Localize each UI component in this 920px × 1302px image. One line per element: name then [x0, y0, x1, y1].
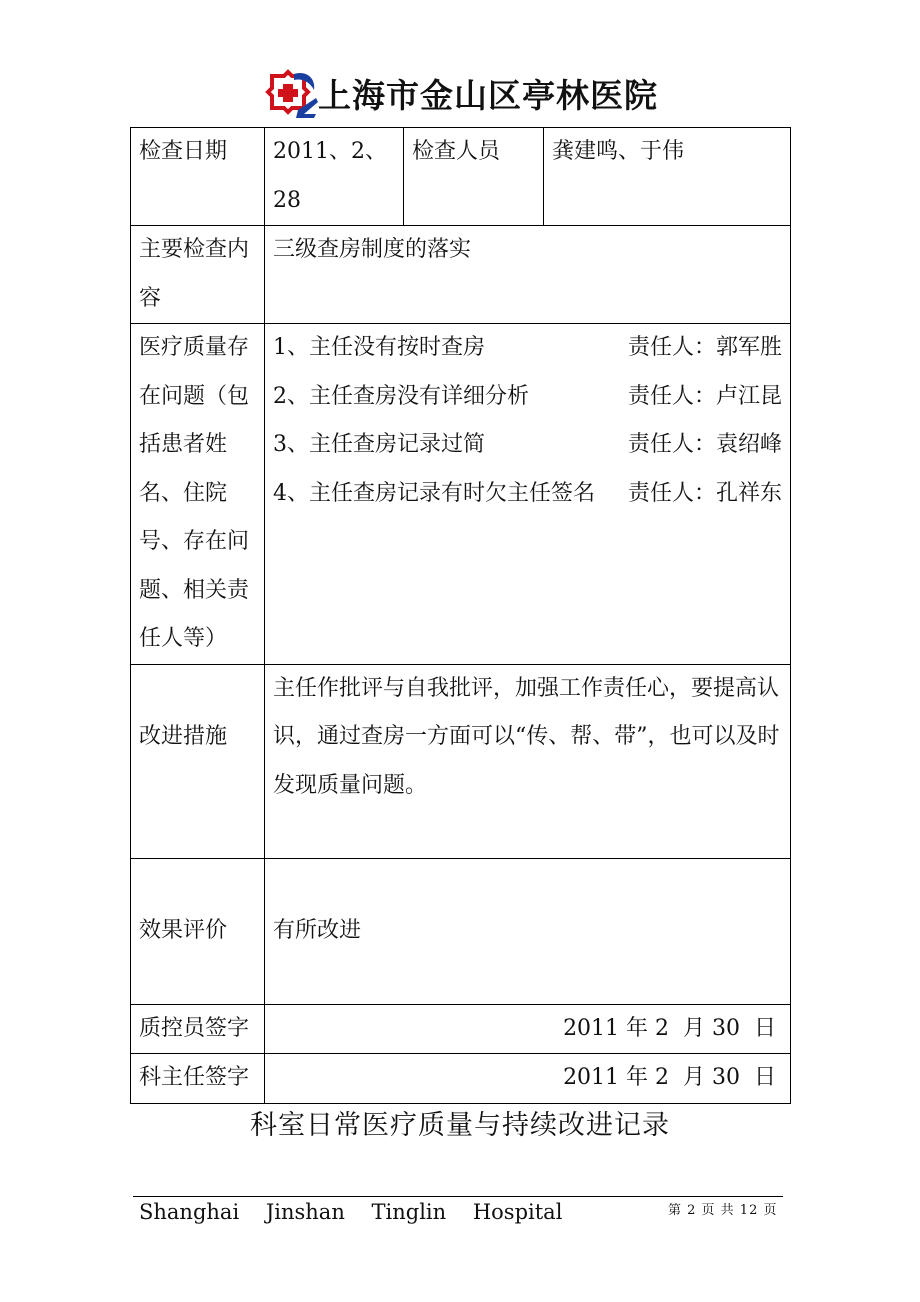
row-qc-sign: [131, 1004, 791, 1054]
effect-value: 有所改进: [265, 858, 791, 1004]
row-content: [131, 226, 791, 324]
improvement-label: [131, 664, 265, 858]
qc-sign-date: 2011 年 2 月 30 日: [265, 1004, 791, 1054]
quality-record-table: [130, 127, 791, 1104]
issue-responsible: 责任人：孔祥东: [627, 480, 782, 506]
inspector-label: 检查人员: [404, 128, 544, 226]
issue-item: [273, 324, 782, 373]
issue-responsible: 责任人：郭军胜: [627, 335, 782, 360]
row-check-date: [131, 128, 791, 226]
issue-text: 3、主任查房记录过简: [273, 432, 485, 457]
issues-cell: [265, 324, 791, 665]
issue-text: 4、主任查房记录有时欠主任签名: [273, 480, 595, 506]
issue-responsible: 责任人：卢江昆: [627, 383, 782, 409]
hospital-name: 上海市金山区亭林医院: [318, 76, 658, 115]
row-director-sign: [131, 1054, 791, 1104]
row-effect: [131, 858, 791, 1004]
director-sign-date: 2011 年 2 月 30 日: [265, 1054, 791, 1104]
footer-divider: [133, 1196, 783, 1197]
qc-sign-label: 质控员签字: [131, 1004, 265, 1054]
hospital-logo-icon: [258, 68, 320, 124]
section-subtitle: 科室日常医疗质量与持续改进记录: [250, 1110, 670, 1141]
page-number: 第 2 页 共 12 页: [668, 1203, 778, 1218]
page-header: [0, 66, 920, 128]
check-date-value: 2011、2、28: [265, 128, 404, 226]
inspector-value: 龚建鸣、于伟: [544, 128, 791, 226]
issue-item: [273, 470, 782, 519]
row-issues: [131, 324, 791, 665]
issue-item: [273, 373, 782, 422]
issue-text: 2、主任查房没有详细分析: [273, 383, 529, 409]
issue-responsible: 责任人：袁绍峰: [627, 432, 782, 457]
issues-label: 医疗质量存在问题（包括患者姓名、住院号、存在问题、相关责任人等）: [131, 324, 265, 665]
content-label: 主要检查内容: [131, 226, 265, 324]
check-date-label: 检查日期: [131, 128, 265, 226]
issue-text: 1、主任没有按时查房: [273, 335, 485, 360]
effect-label: 效果评价: [131, 858, 265, 1004]
issue-item: [273, 421, 782, 470]
footer-hospital-en: Shanghai Jinshan Tinglin Hospital: [139, 1200, 563, 1224]
director-sign-label: 科主任签字: [131, 1054, 265, 1104]
improvement-value: 主任作批评与自我批评，加强工作责任心，要提高认识，通过查房一方面可以“传、帮、带”，也可以及时发现质量问题。: [265, 664, 791, 858]
content-value: 三级查房制度的落实: [265, 226, 791, 324]
row-improvement: [131, 664, 791, 858]
improvement-label-text: 改进措施: [139, 723, 228, 749]
